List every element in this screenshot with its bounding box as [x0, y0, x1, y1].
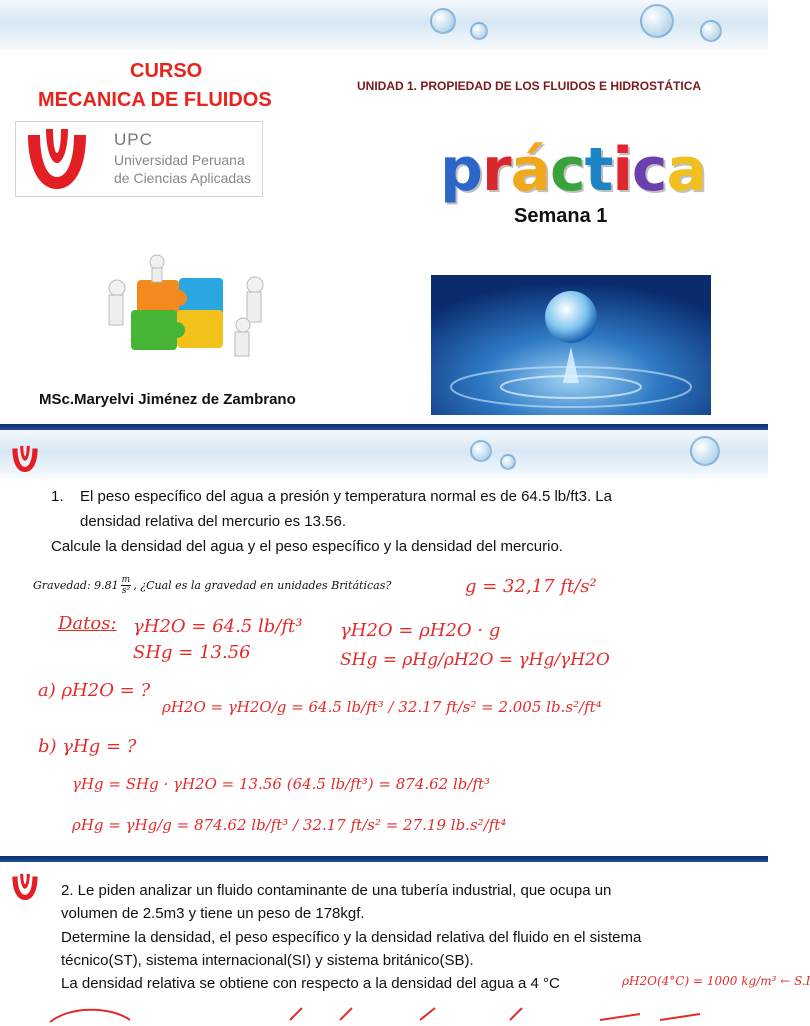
hw-calc-b1: γHg = SHg · γH2O = 13.56 (64.5 lb/ft³) = 874.62 lb/ft³ — [72, 775, 491, 793]
practica-letter: r — [481, 135, 512, 205]
problem-number: 1. — [51, 488, 64, 505]
puzzle-team-illustration — [95, 250, 295, 360]
logo-abbr: UPC — [114, 130, 153, 149]
bubble — [700, 20, 722, 42]
bubble — [640, 4, 674, 38]
bubble — [430, 8, 456, 34]
course-title-line1: CURSO — [130, 60, 203, 82]
logo-name-line2: de Ciencias Aplicadas — [114, 170, 251, 186]
upc-emblem-icon — [8, 870, 42, 904]
hw-calc-a: ρH2O = γH2O/g = 64.5 lb/ft³ / 32.17 ft/s² = 2.005 lb.s²/ft⁴ — [162, 698, 602, 716]
gravity-unit-den: s² — [121, 586, 131, 596]
problem-text-line3: Calcule la densidad del agua y el peso específico y la densidad del mercurio. — [51, 538, 563, 555]
upc-emblem-icon — [8, 442, 42, 476]
bubble — [500, 454, 516, 470]
water-banner — [0, 0, 768, 50]
problem2-line1: 2. Le piden analizar un fluido contaminante de una tubería industrial, que ocupa un — [61, 882, 612, 899]
gravity-question-text: , ¿Cual es la gravedad en unidades Britáticas? — [133, 579, 392, 592]
bubble — [470, 440, 492, 462]
problem2-line4: técnico(ST), sistema internacional(SI) y sistema británico(SB). — [61, 952, 474, 969]
gravity-unit — [121, 575, 132, 596]
gravity-unit-num: m — [121, 575, 131, 585]
practica-letter: a — [666, 135, 707, 205]
slide-problem-1 — [0, 430, 768, 856]
practica-letter: p — [440, 135, 483, 205]
water-drop-photo — [431, 275, 711, 415]
practica-letter: i — [612, 135, 633, 205]
problem2-line3: Determine la densidad, el peso específico y la densidad relativa del fluido en el sistema — [61, 929, 642, 946]
water-banner — [0, 430, 768, 478]
slide-problem-2 — [0, 862, 810, 1024]
problem2-line5: La densidad relativa se obtiene con respecto a la densidad del agua a 4 °C — [61, 975, 560, 992]
gravity-label: Gravedad: 9.81 — [33, 579, 119, 592]
bubble — [470, 22, 488, 40]
logo-name-line1: Universidad Peruana — [114, 152, 245, 168]
practica-letter: c — [550, 135, 586, 205]
hw-water-density-note: ρH2O(4°C) = 1000 kg/m³ ← S.I — [622, 974, 810, 988]
unit-title: UNIDAD 1. PROPIEDAD DE LOS FLUIDOS E HIDROSTÁTICA — [357, 79, 702, 93]
slide-title — [0, 0, 768, 424]
hw-relation-2: SHg = ρHg/ρH2O = γHg/γH2O — [340, 650, 610, 670]
course-title-line2: MECANICA DE FLUIDOS — [38, 89, 272, 111]
week-label: Semana 1 — [514, 205, 608, 227]
hw-g-value: g = 32,17 ft/s² — [465, 576, 597, 597]
upc-logo — [15, 121, 263, 197]
practica-letter: c — [631, 135, 668, 205]
practica-letter: t — [584, 135, 614, 205]
problem-text-line1: El peso específico del agua a presión y temperatura normal es de 64.5 lb/ft3. La — [80, 488, 612, 505]
gravity-question — [33, 575, 391, 596]
hw-part-b: b) γHg = ? — [38, 736, 137, 757]
practica-wordart — [440, 130, 707, 205]
author-name: MSc.Maryelvi Jiménez de Zambrano — [39, 391, 296, 408]
bubble — [690, 436, 720, 466]
hw-relation-1: γH2O = ρH2O · g — [340, 620, 501, 641]
hw-calc-b2: ρHg = γHg/g = 874.62 lb/ft³ / 32.17 ft/s² = 27.19 lb.s²/ft⁴ — [72, 816, 507, 834]
hw-datos: Datos: — [58, 613, 117, 634]
hw-s-hg-given: SHg = 13.56 — [133, 642, 251, 663]
hw-partial-strokes — [40, 1002, 740, 1026]
practica-letter: á — [510, 135, 552, 205]
hw-part-a: a) ρH2O = ? — [38, 680, 151, 701]
hw-gamma-h2o-given: γH2O = 64.5 lb/ft³ — [133, 616, 303, 637]
upc-emblem-icon — [18, 123, 96, 195]
problem2-line2: volumen de 2.5m3 y tiene un peso de 178kgf. — [61, 905, 365, 922]
problem-text-line2: densidad relativa del mercurio es 13.56. — [80, 513, 346, 530]
